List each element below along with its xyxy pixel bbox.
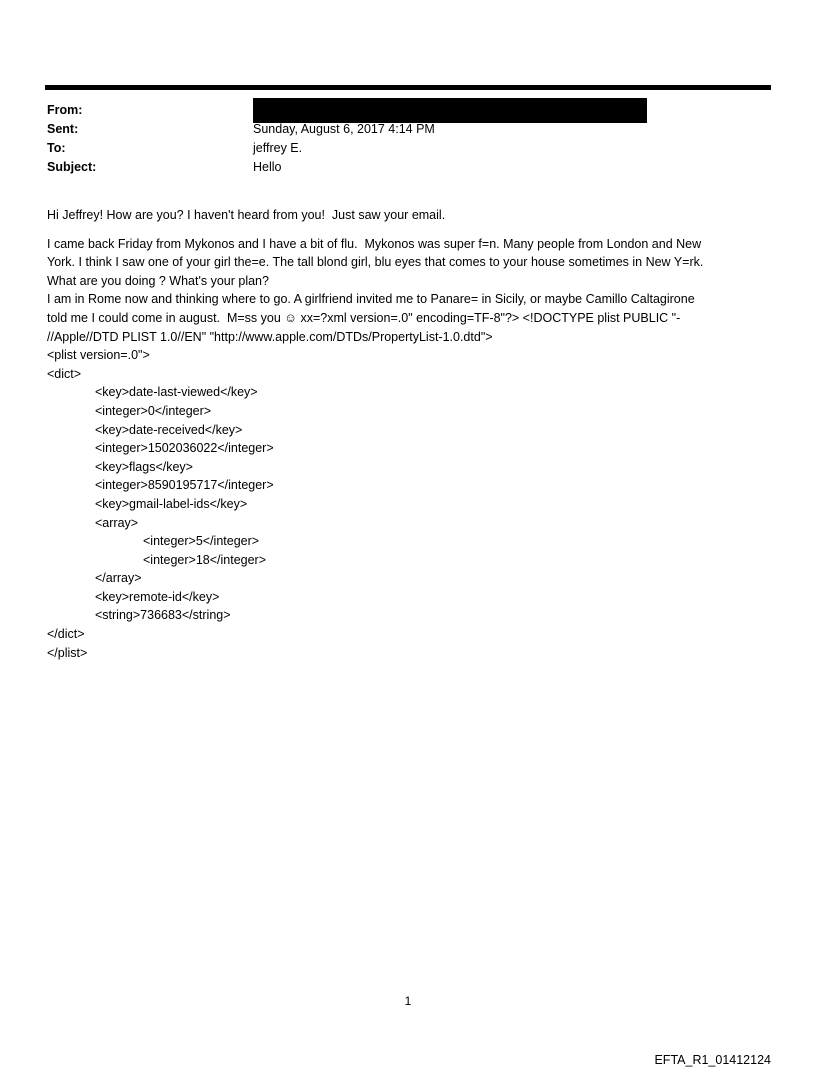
header-field-row [47, 120, 787, 139]
body-line: <dict> [47, 366, 82, 381]
header-field-label: Sent: [47, 122, 79, 136]
body-line: Hi Jeffrey! How are you? I haven't heard from you! Just saw your email. [47, 208, 446, 222]
body-line: <array> [95, 515, 139, 530]
header-field-row [47, 158, 787, 177]
body-line: <key>date-received</key> [95, 422, 243, 437]
body-line: <integer>1502036022</integer> [95, 441, 274, 456]
page-number: 1 [404, 994, 412, 1008]
body-line: What are you doing ? What's your plan? [47, 273, 269, 288]
header-field-row [47, 101, 787, 120]
body-line: <plist version=.0"> [47, 348, 150, 363]
body-line: <integer>8590195717</integer> [95, 478, 274, 493]
body-line: <key>gmail-label-ids</key> [95, 496, 248, 511]
header-field-row [47, 139, 787, 158]
body-line: <integer>0</integer> [95, 403, 212, 418]
header-field-label: From: [47, 103, 83, 117]
email-body [47, 206, 792, 662]
header-field-value: Sunday, August 6, 2017 4:14 PM [253, 122, 435, 136]
body-line: <key>flags</key> [95, 459, 193, 474]
body-line: //Apple//DTD PLIST 1.0//EN" "http://www.apple.com/DTDs/PropertyList-1.0.dtd"> [47, 329, 493, 344]
body-line: <string>736683</string> [95, 608, 231, 623]
body-line: <integer>5</integer> [143, 534, 260, 549]
email-header [47, 101, 787, 177]
body-line: York. I think I saw one of your girl the=e. The tall blond girl, blu eyes that comes to your house sometimes in New Y=rk. [47, 255, 704, 270]
body-line: <key>remote-id</key> [95, 589, 220, 604]
body-line: </array> [95, 571, 142, 586]
body-line: <integer>18</integer> [143, 552, 267, 567]
body-line: </plist> [47, 645, 88, 660]
header-field-value: Hello [253, 160, 282, 174]
header-field-value: jeffrey E. [253, 141, 303, 155]
header-field-label: Subject: [47, 160, 97, 174]
header-field-label: To: [47, 141, 66, 155]
header-divider-rule [45, 85, 771, 90]
body-line: told me I could come in august. M=ss you ☺ xx=?xml version=.0" encoding=TF-8"?> <!DOCTYPE plist PUBLIC "- [47, 310, 681, 325]
body-line: </dict> [47, 627, 85, 642]
body-line: I am in Rome now and thinking where to go. A girlfriend invited me to Panare= in Sicily, or maybe Camillo Caltagirone [47, 292, 695, 307]
bates-number: EFTA_R1_01412124 [654, 1053, 771, 1067]
body-line: I came back Friday from Mykonos and I have a bit of flu. Mykonos was super f=n. Many people from London and New [47, 236, 702, 251]
body-line: <key>date-last-viewed</key> [95, 385, 258, 400]
